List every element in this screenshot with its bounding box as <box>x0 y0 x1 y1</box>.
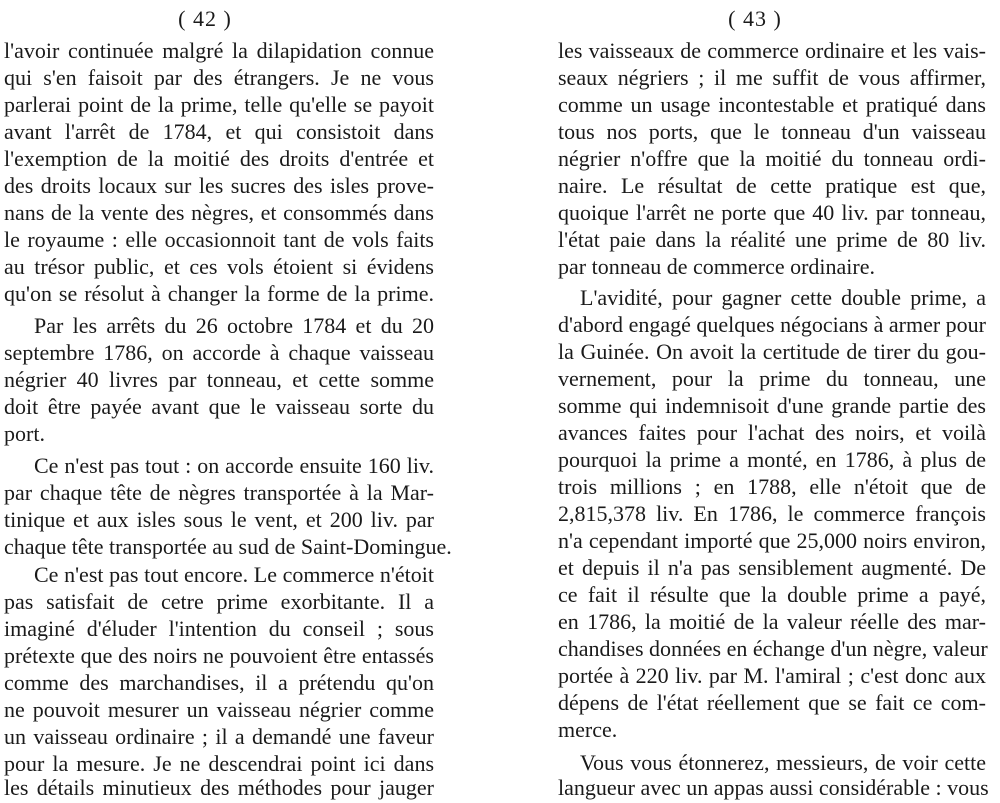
text-line: seaux négriers ; il me suffit de vous affirmer, <box>558 65 986 90</box>
text-line: et depuis il n'a pas sensiblement augmenté. De <box>558 555 986 580</box>
text-line: les détails minutieux des méthodes pour jauger <box>4 775 434 800</box>
text-line: Par les arrêts du 26 octobre 1784 et du 20 <box>34 313 434 338</box>
text-line: tinique et aux isles sous le vent, et 200 liv. par <box>4 507 434 532</box>
text-line: nans de la vente des nègres, et consommés dans <box>4 200 434 225</box>
text-line: au trésor public, et ces vols étoient si évidens <box>4 254 434 279</box>
text-line: Ce n'est pas tout encore. Le commerce n'étoit <box>34 562 434 587</box>
text-line: Vous vous étonnerez, messieurs, de voir cette <box>580 750 986 775</box>
right-page-number: ( 43 ) <box>728 6 782 31</box>
text-line: Ce n'est pas tout : on accorde ensuite 160 liv. <box>34 453 434 478</box>
text-line: pour la mesure. Je ne descendrai point ici dans <box>4 751 434 776</box>
text-line: ce fait il résulte que la double prime a payé, <box>558 582 986 607</box>
text-line: L'avidité, pour gagner cette double prime, a <box>580 285 986 310</box>
text-line: pourquoi la prime a monté, en 1786, à plus de <box>558 447 986 472</box>
text-line: qu'on se résolut à changer la forme de la prime. <box>4 281 434 306</box>
text-line: comme un usage incontestable et pratiqué dans <box>558 92 986 117</box>
text-line: tous nos ports, que le tonneau d'un vaisseau <box>558 119 986 144</box>
text-line: port. <box>4 421 45 446</box>
text-line: les vaisseaux de commerce ordinaire et les vais- <box>558 38 986 63</box>
text-line: comme des marchandises, il a prétendu qu'on <box>4 670 434 695</box>
text-line: qui s'en faisoit par des étrangers. Je ne vous <box>4 65 434 90</box>
text-line: des droits locaux sur les sucres des isles prove- <box>4 173 434 198</box>
text-line: l'état paie dans la réalité une prime de 80 liv. <box>558 227 986 252</box>
text-line: un vaisseau ordinaire ; il a demandé une faveur <box>4 724 434 749</box>
text-line: portée à 220 liv. par M. l'amiral ; c'est donc aux <box>558 663 986 688</box>
left-page <box>0 0 450 803</box>
text-line: ne pouvoit mesurer un vaisseau négrier comme <box>4 697 434 722</box>
text-line: d'abord engagé quelques négocians à armer pour <box>558 312 986 337</box>
text-line: négrier 40 livres par tonneau, et cette somme <box>4 367 434 392</box>
right-page <box>540 0 1000 803</box>
text-line: imaginé d'éluder l'intention du conseil ; sous <box>4 616 434 641</box>
text-line: avant l'arrêt de 1784, et qui consistoit dans <box>4 119 434 144</box>
left-page-number: ( 42 ) <box>178 6 232 31</box>
text-line: l'exemption de la moitié des droits d'entrée et <box>4 146 434 171</box>
text-line: chaque tête transportée au sud de Saint-Domingue. <box>4 534 452 559</box>
text-line: naire. Le résultat de cette pratique est que, <box>558 173 986 198</box>
text-line: 2,815,378 liv. En 1786, le commerce françois <box>558 501 986 526</box>
text-line: vernement, pour la prime du tonneau, une <box>558 366 986 391</box>
text-line: quoique l'arrêt ne porte que 40 liv. par tonneau, <box>558 200 986 225</box>
text-line: somme qui indemnisoit d'une grande partie des <box>558 393 986 418</box>
text-line: en 1786, la moitié de la valeur réelle des mar- <box>558 609 986 634</box>
text-line: par tonneau de commerce ordinaire. <box>558 254 876 279</box>
text-line: doit être payée avant que le vaisseau sorte du <box>4 394 434 419</box>
text-line: septembre 1786, on accorde à chaque vaisseau <box>4 340 434 365</box>
text-line: prétexte que des noirs ne pouvoient être entassés <box>4 643 434 668</box>
text-line: chandises données en échange d'un nègre, valeur <box>558 636 988 661</box>
text-line: merce. <box>558 717 618 742</box>
text-line: par chaque tête de nègres transportée à la Mar- <box>4 480 434 505</box>
text-line: le royaume : elle occasionnoit tant de vols faits <box>4 227 434 252</box>
text-line: parlerai point de la prime, telle qu'elle se payoit <box>4 92 434 117</box>
text-line: langueur avec un appas aussi considérable : vous <box>558 775 989 800</box>
text-line: la Guinée. On avoit la certitude de tirer du gou- <box>558 339 986 364</box>
text-line: n'a cependant importé que 25,000 noirs environ, <box>558 528 986 553</box>
text-line: trois millions ; en 1788, elle n'étoit que de <box>558 474 986 499</box>
text-line: avances faites pour l'achat des noirs, et voilà <box>558 420 986 445</box>
text-line: l'avoir continuée malgré la dilapidation connue <box>4 38 434 63</box>
text-line: négrier n'offre que la moitié du tonneau ordi- <box>558 146 986 171</box>
text-line: dépens de l'état réellement que se fait ce com- <box>558 690 986 715</box>
text-line: pas satisfait de cetre prime exorbitante. Il a <box>4 589 434 614</box>
